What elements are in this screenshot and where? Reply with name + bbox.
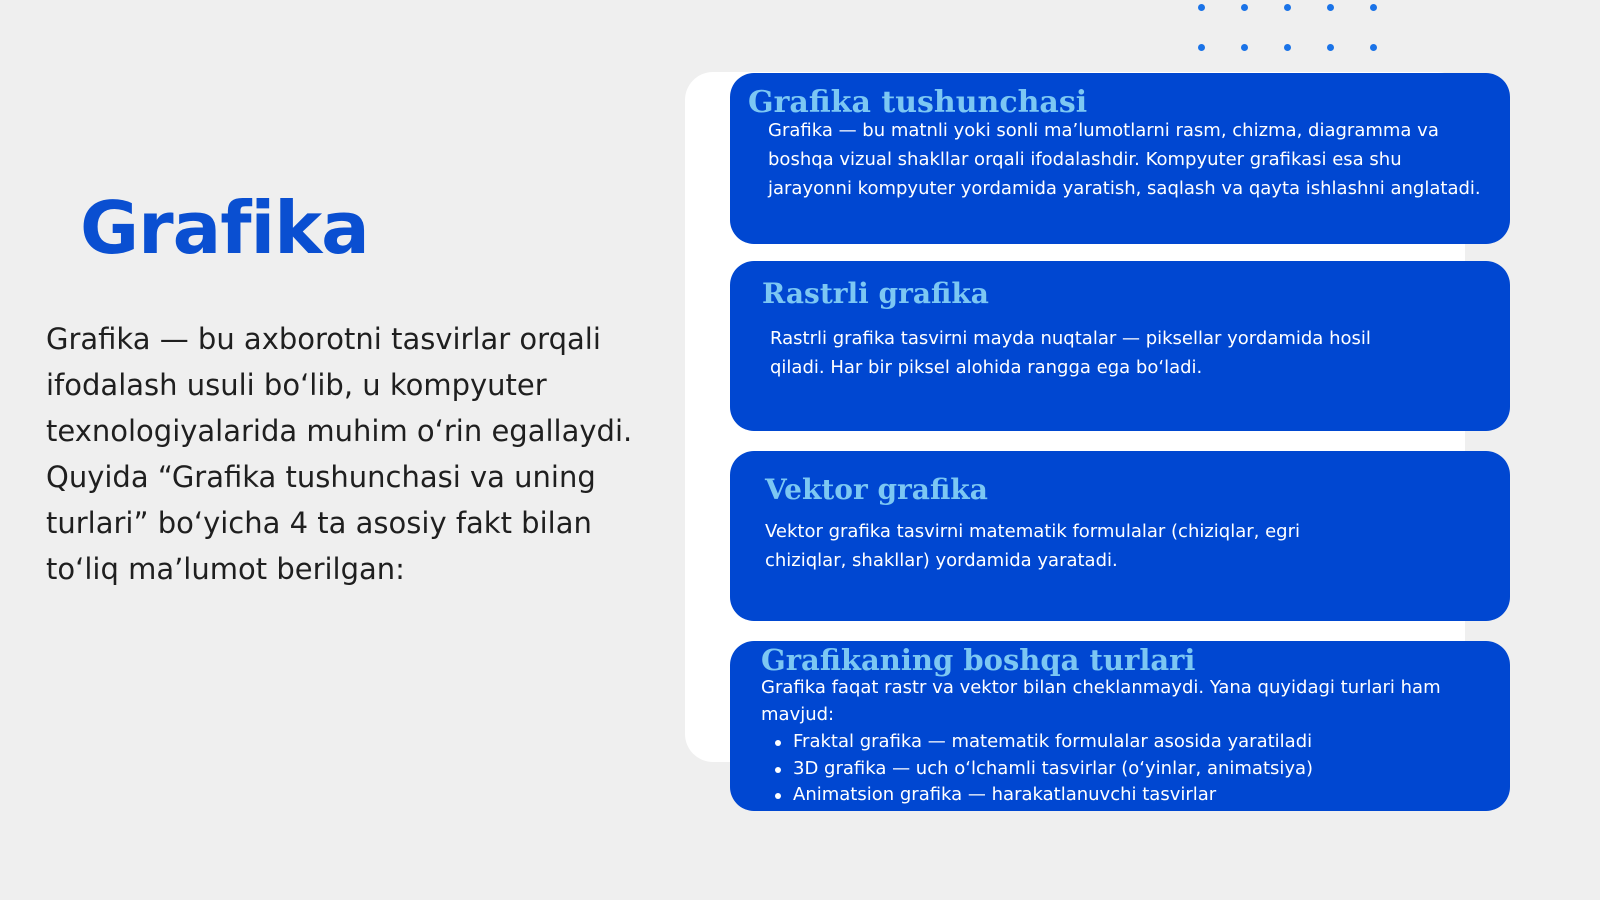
list-item: Animatsion grafika — harakatlanuvchi tasvirlar	[761, 782, 1481, 809]
card-text: Grafika faqat rastr va vektor bilan cheklanmaydi. Yana quyidagi turlari ham mavjud:	[761, 677, 1441, 725]
card-text: Vektor grafika tasvirni matematik formulalar (chiziqlar, egri chiziqlar, shakllar) yordamida yaratadi.	[765, 521, 1300, 571]
card-title: Grafikaning boshqa turlari	[761, 643, 1196, 677]
card-title: Grafika tushunchasi	[748, 85, 1088, 120]
card-title: Rastrli grafika	[762, 277, 989, 310]
card-list	[761, 729, 1481, 809]
card-title: Vektor grafika	[765, 473, 988, 506]
card-grafika-tushunchasi	[730, 73, 1510, 244]
list-item: Fraktal grafika — matematik formulalar asosida yaratiladi	[761, 729, 1481, 756]
list-item: 3D grafika — uch o‘lchamli tasvirlar (o‘yinlar, animatsiya)	[761, 756, 1481, 783]
card-text: Rastrli grafika tasvirni mayda nuqtalar — piksellar yordamida hosil qiladi. Har bir piksel alohida rangga ega bo‘ladi.	[770, 328, 1371, 378]
decorative-dots	[1198, 4, 1388, 54]
page-title: Grafika	[80, 186, 369, 270]
card-grafikaning-boshqa-turlari	[730, 641, 1510, 811]
card-rastrli-grafika	[730, 261, 1510, 431]
intro-paragraph: Grafika — bu axborotni tasvirlar orqali ifodalash usuli bo‘lib, u kompyuter texnologiyalarida muhim o‘rin egallaydi. Quyida “Grafika tushunchasi va uning turlari” bo‘yicha 4 ta asosiy fakt bilan to‘liq ma’lumot berilgan:	[46, 322, 633, 586]
card-vektor-grafika	[730, 451, 1510, 621]
card-text: Grafika — bu matnli yoki sonli ma’lumotlarni rasm, chizma, diagramma va boshqa vizual shakllar orqali ifodalashdir. Kompyuter grafikasi esa shu jarayonni kompyuter yordamida yaratish, saqlash va qayta ishlashni anglatadi.	[768, 120, 1481, 199]
